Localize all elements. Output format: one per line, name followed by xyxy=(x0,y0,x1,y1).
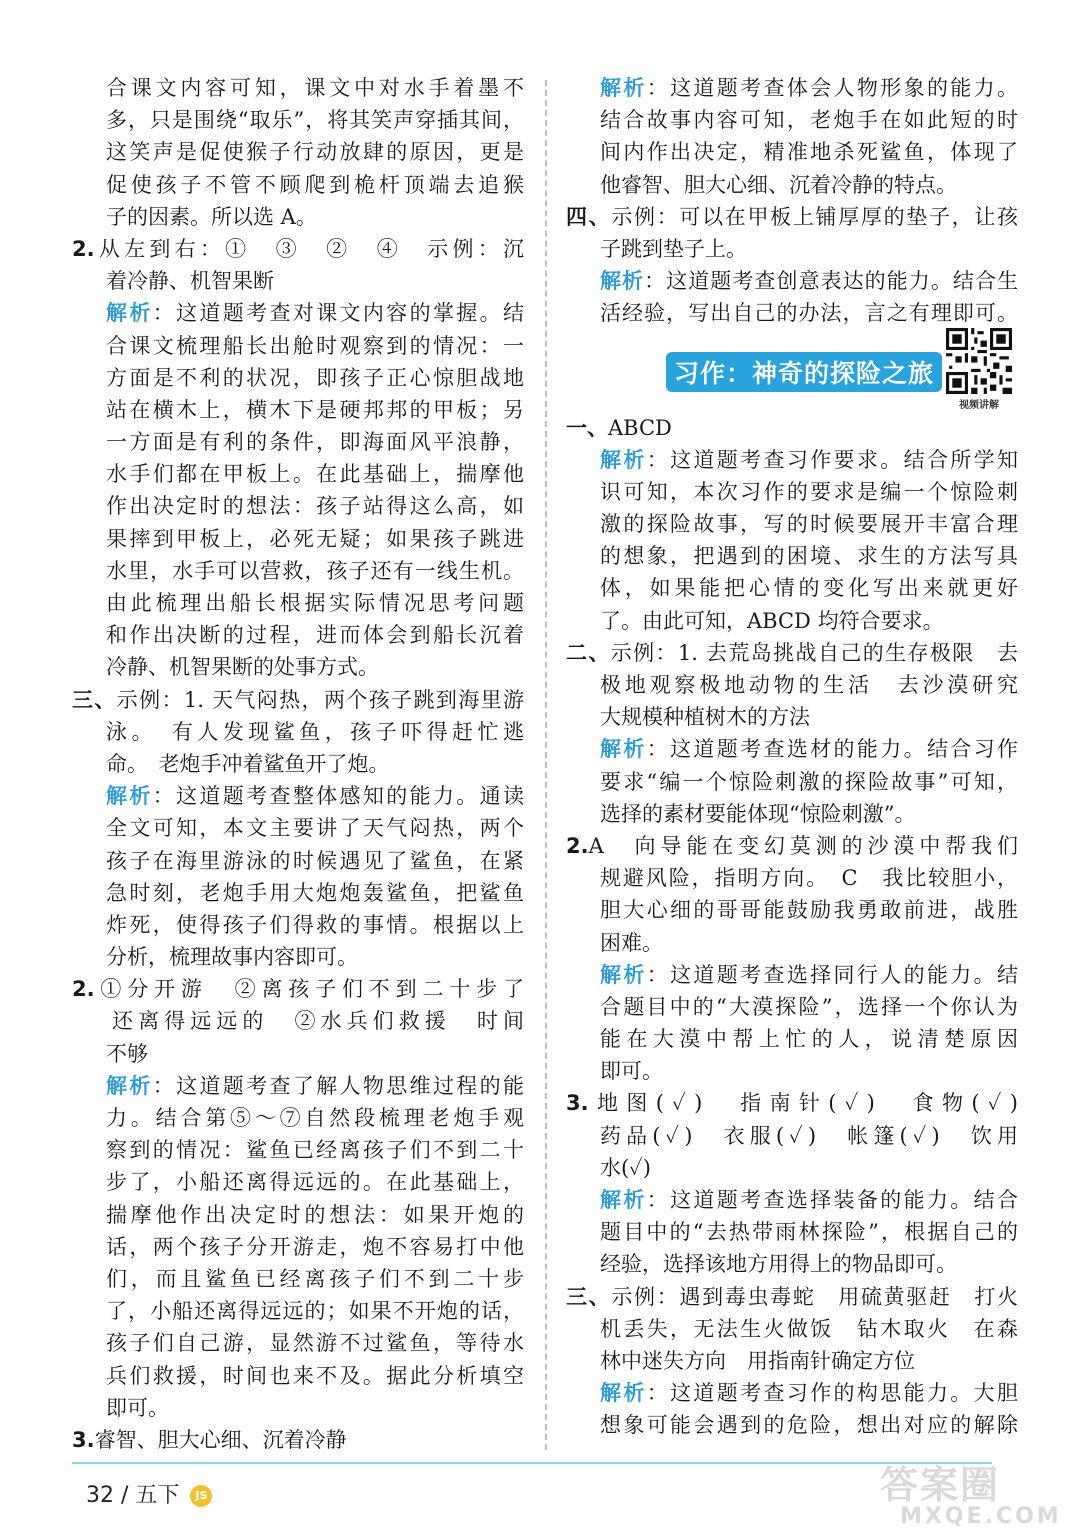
line-text: 水里，水手可以营救，孩子还有一线生机。 xyxy=(106,558,524,583)
text-line xyxy=(72,684,524,716)
line-text: 作出决定时的想法：孩子站得这么高，如 xyxy=(106,494,524,519)
line-text: ：这道题考查创意表达的能力。结合生 xyxy=(644,269,1018,294)
text-line xyxy=(566,1055,1018,1087)
text-line xyxy=(72,297,524,329)
line-text: 经验，选择该地方用得上的物品即可。 xyxy=(600,1252,957,1277)
text-line xyxy=(566,412,1018,444)
line-text: 急时刻，老炮手用大炮炮轰鲨鱼，把鲨鱼 xyxy=(106,880,524,905)
line-text: 孩子们自己游，显然游不过鲨鱼，等待水 xyxy=(106,1331,524,1356)
line-text: 合课文梳理船长出舱时观察到的情况：一 xyxy=(106,333,524,358)
line-text: 水手们都在甲板上。在此基础上，揣摩他 xyxy=(106,462,524,487)
footer-rule xyxy=(72,1462,992,1464)
line-text: 示例：遇到毒虫毒蛇 用硫黄驱赶 打火 xyxy=(611,1284,1018,1309)
line-text: 想象可能会遇到的危险，想出对应的解除 xyxy=(600,1413,1018,1438)
text-line xyxy=(72,1102,524,1134)
page-number xyxy=(86,1478,212,1509)
question-number: 3. xyxy=(566,1091,589,1116)
text-line xyxy=(72,169,524,201)
text-line xyxy=(566,927,1018,959)
analysis-label: 解析 xyxy=(106,784,153,809)
text-line xyxy=(72,909,524,941)
text-line xyxy=(72,1038,524,1070)
line-text: 水(✓) xyxy=(600,1155,651,1180)
line-text: 即可。 xyxy=(106,1395,169,1420)
text-line xyxy=(72,780,524,812)
text-line xyxy=(566,862,1018,894)
line-text: 体，如果能把心情的变化写出来就更好 xyxy=(600,576,1018,601)
text-line xyxy=(72,1295,524,1327)
line-text: ：这道题考查习作的构思能力。大胆 xyxy=(646,1381,1018,1406)
analysis-label: 解析 xyxy=(600,737,647,762)
line-text: 泳。 有人发现鲨鱼，孩子吓得赶忙逃 xyxy=(106,719,524,744)
analysis-label: 解析 xyxy=(600,447,647,472)
text-line xyxy=(566,297,1018,329)
question-number: 3. xyxy=(72,1427,95,1452)
line-text: 的想象，把遇到的困境、求生的方法写具 xyxy=(600,544,1018,569)
line-text: 揣摩他作出决定时的想法：如果开炮的 xyxy=(106,1202,524,1227)
section-number: 三、 xyxy=(566,1284,612,1309)
qr-caption: 视频讲解 xyxy=(959,399,999,411)
line-text: 极地观察极地动物的生活 去沙漠研究 xyxy=(600,673,1018,697)
line-text: ：这道题考查体会人物形象的能力。 xyxy=(646,76,1018,100)
line-text: 规避风险，指明方向。 C 我比较胆小， xyxy=(600,866,1018,891)
line-text: 能在大漠中帮上忙的人，说清楚原因 xyxy=(600,1027,1018,1052)
line-text: 分析，梳理故事内容即可。 xyxy=(106,945,358,970)
line-text: 促使孩子不管不顾爬到桅杆顶端去追猴 xyxy=(106,172,524,197)
column-divider xyxy=(545,80,547,1450)
line-text: ：这道题考查选材的能力。结合习作 xyxy=(646,737,1018,762)
text-line xyxy=(566,991,1018,1023)
line-text: 们，而且鲨鱼已经离孩子们不到二十步 xyxy=(106,1266,524,1291)
text-line xyxy=(566,959,1018,991)
text-line xyxy=(566,1345,1018,1377)
text-line xyxy=(72,716,524,748)
line-text: 察到的情况：鲨鱼已经离孩子们不到二十 xyxy=(106,1138,524,1163)
line-text: 即可。 xyxy=(600,1059,663,1084)
text-line xyxy=(72,748,524,780)
text-line xyxy=(566,669,1018,701)
text-line xyxy=(72,523,524,555)
line-text: 还离得远远的 ②水兵们救援 时间 xyxy=(112,1009,524,1034)
text-line xyxy=(566,766,1018,798)
watermark-line1: 答案圈 xyxy=(880,1463,1001,1507)
line-text: ①分开游 ②离孩子们不到二十步了 xyxy=(94,977,524,1002)
line-text: 了，小船还离得远远的；如果不开炮的话， xyxy=(106,1299,524,1324)
text-line xyxy=(72,1424,524,1456)
text-line xyxy=(72,72,524,104)
text-line xyxy=(72,1231,524,1263)
line-text: 激的探险故事，写的时候要展开丰富合理 xyxy=(600,512,1018,537)
line-text: 步了，小船还离得远远的。在此基础上， xyxy=(106,1170,524,1195)
line-text: 兵们救援，时间也来不及。据此分析填空 xyxy=(106,1363,524,1388)
text-line xyxy=(72,201,524,233)
text-line xyxy=(566,72,1018,104)
analysis-label: 解析 xyxy=(600,962,647,987)
line-text: ：这道题考查对课文内容的掌握。结 xyxy=(152,301,524,326)
text-line xyxy=(72,877,524,909)
line-text: ：这道题考查整体感知的能力。通读 xyxy=(152,784,524,809)
line-text: 命。 老炮手冲着鲨鱼开了炮。 xyxy=(106,751,390,776)
line-text: 示例：1. 去荒岛挑战自己的生存极限 去 xyxy=(610,640,1018,665)
line-text: 识可知，本次习作的要求是编一个惊险刺 xyxy=(600,479,1018,504)
line-text: 结合故事内容可知，老炮手在如此短的时 xyxy=(600,108,1018,133)
line-text: 冷静、机智果断的处事方式。 xyxy=(106,655,379,680)
line-text: 要求“编一个惊险刺激的探险故事”可知， xyxy=(600,769,1018,794)
text-line xyxy=(566,572,1018,604)
line-text: 睿智、胆大心细、沉着冷静 xyxy=(94,1427,347,1452)
page-number-text: 32 / 五下 xyxy=(86,1483,180,1508)
text-line xyxy=(72,1199,524,1231)
text-line xyxy=(72,1166,524,1198)
text-line xyxy=(72,587,524,619)
line-text: 力。结合第⑤～⑦自然段梳理老炮手观 xyxy=(106,1106,524,1130)
analysis-label: 解析 xyxy=(106,301,153,326)
text-line xyxy=(72,362,524,394)
text-line xyxy=(72,973,524,1005)
question-number: 2. xyxy=(72,236,95,261)
line-text: ：这道题考查选择同行人的能力。结 xyxy=(646,962,1018,987)
line-text: ：这道题考查选择装备的能力。结合 xyxy=(646,1188,1018,1212)
line-text: 孩子在海里游泳的时候遇见了鲨鱼，在紧 xyxy=(106,848,524,873)
text-line xyxy=(566,830,1018,862)
analysis-label: 解析 xyxy=(600,76,647,100)
line-text: 全文可知，本文主要讲了天气闷热，两个 xyxy=(106,816,524,841)
line-text: 林中迷失方向 用指南针确定方位 xyxy=(600,1348,915,1373)
line-text: 果摔到甲板上，必死无疑；如果孩子跳进 xyxy=(106,526,524,551)
line-text: 这笑声是促使猴子行动放肆的原因，更是 xyxy=(106,140,524,165)
text-line xyxy=(72,330,524,362)
text-line xyxy=(72,1134,524,1166)
section-heading: 习作：神奇的探险之旅 xyxy=(666,352,942,392)
section-number: 一、 xyxy=(566,415,608,440)
line-text: ：这道题考查习作要求。结合所学知 xyxy=(646,447,1018,472)
text-line xyxy=(566,136,1018,168)
text-line xyxy=(566,733,1018,765)
qr-code-icon[interactable] xyxy=(946,328,1012,394)
line-text: 机丢失，无法生火做饭 钻木取火 在森 xyxy=(600,1316,1018,1341)
section-heading-row xyxy=(566,330,1018,412)
question-number: 2. xyxy=(72,977,95,1002)
line-text: 炸死，使得孩子们得救的事情。根据以上 xyxy=(106,912,524,937)
line-text: 示例：1. 天气闷热，两个孩子跳到海里游 xyxy=(116,687,524,712)
line-text: 间内作出决定，精准地杀死鲨鱼，体现了 xyxy=(600,140,1018,165)
line-text: 了。由此可知，ABCD 均符合要求。 xyxy=(600,608,944,633)
line-text: 站在横木上，横木下是硬邦邦的甲板；另 xyxy=(106,397,524,422)
right-column-bottom xyxy=(566,412,1018,1442)
section-number: 二、 xyxy=(566,640,611,665)
text-line xyxy=(566,637,1018,669)
line-text: 示例：可以在甲板上铺厚厚的垫子，让孩 xyxy=(611,204,1018,229)
text-line xyxy=(566,1184,1018,1216)
text-line xyxy=(566,444,1018,476)
line-text: 合题目中的“大漠探险”，选择一个你认为 xyxy=(600,994,1018,1019)
text-line xyxy=(72,426,524,458)
text-line xyxy=(72,941,524,973)
line-text: 方面是不利的状况，即孩子正心惊胆战地 xyxy=(106,365,524,390)
js-badge-icon: JS xyxy=(190,1485,212,1507)
text-line xyxy=(566,201,1018,233)
text-line xyxy=(566,1023,1018,1055)
line-text: 话，两个孩子分开游走，炮不容易打中他 xyxy=(106,1234,524,1259)
text-line xyxy=(72,1263,524,1295)
line-text: 困难。 xyxy=(600,930,663,955)
analysis-label: 解析 xyxy=(600,269,645,294)
line-text: 选择的素材要能体现“惊险刺激”。 xyxy=(600,801,916,826)
text-line xyxy=(566,1281,1018,1313)
text-line xyxy=(566,104,1018,136)
text-line xyxy=(72,845,524,877)
line-text: ABCD xyxy=(608,415,672,440)
line-text: ：这道题考查了解人物思维过程的能 xyxy=(152,1073,524,1098)
line-text: 多，只是围绕“取乐”，将其笑声穿插其间， xyxy=(106,108,524,133)
text-line xyxy=(566,169,1018,201)
text-line xyxy=(72,1070,524,1102)
qr-code-block[interactable] xyxy=(944,328,1014,411)
text-line xyxy=(566,233,1018,265)
text-line xyxy=(566,1313,1018,1345)
text-line xyxy=(72,619,524,651)
analysis-label: 解析 xyxy=(106,1073,153,1098)
line-text: 大规模种植树木的方法 xyxy=(600,705,810,730)
text-line xyxy=(566,1120,1018,1152)
line-text: 子的因素。所以选 A。 xyxy=(106,204,317,229)
line-text: 和作出决断的过程，进而体会到船长沉着 xyxy=(106,623,524,648)
section-number: 三、 xyxy=(72,687,117,712)
line-text: 子跳到垫子上。 xyxy=(600,236,747,261)
text-line xyxy=(72,1360,524,1392)
analysis-label: 解析 xyxy=(600,1188,647,1212)
line-text: 一方面是有利的条件，即海面风平浪静， xyxy=(106,430,524,455)
text-line xyxy=(72,458,524,490)
watermark xyxy=(880,1465,1060,1535)
text-line xyxy=(72,651,524,683)
text-line xyxy=(566,701,1018,733)
line-text: 不够 xyxy=(106,1041,148,1066)
line-text: A 向导能在变幻莫测的沙漠中帮我们 xyxy=(588,833,1018,858)
text-line xyxy=(72,265,524,297)
text-line xyxy=(72,812,524,844)
text-line xyxy=(72,136,524,168)
line-text: 药品(✓) 衣服(✓) 帐篷(✓) 饮用 xyxy=(600,1123,1018,1148)
line-text: 题目中的“去热带雨林探险”，根据自己的 xyxy=(600,1220,1018,1245)
text-line xyxy=(566,798,1018,830)
line-text: 合课文内容可知，课文中对水手着墨不 xyxy=(106,76,524,100)
text-line xyxy=(72,1392,524,1424)
analysis-label: 解析 xyxy=(600,1381,647,1406)
text-line xyxy=(566,476,1018,508)
text-line xyxy=(566,1087,1018,1119)
line-text: 由此梳理出船长根据实际情况思考问题 xyxy=(106,591,524,615)
text-line xyxy=(72,490,524,522)
text-line xyxy=(72,1327,524,1359)
text-line xyxy=(566,1248,1018,1280)
line-text: 他睿智、胆大心细、沉着冷静的特点。 xyxy=(600,172,957,197)
right-column-top xyxy=(566,72,1018,330)
left-column xyxy=(72,72,524,1456)
line-text: 地图(✓) 指南针(✓) 食物(✓) xyxy=(588,1091,1018,1116)
text-line xyxy=(566,1409,1018,1441)
text-line xyxy=(72,555,524,587)
right-column xyxy=(566,72,1018,1442)
line-text: 从左到右：① ③ ② ④ 示例：沉 xyxy=(94,236,524,261)
watermark-line2: MXQE.COM xyxy=(900,1504,1062,1529)
text-line xyxy=(566,1152,1018,1184)
text-line xyxy=(566,605,1018,637)
text-line xyxy=(72,394,524,426)
line-text: 着冷静、机智果断 xyxy=(106,269,274,294)
text-line xyxy=(566,894,1018,926)
text-line xyxy=(566,540,1018,572)
question-number: 2. xyxy=(566,833,589,858)
text-line xyxy=(566,265,1018,297)
text-line xyxy=(72,1005,524,1037)
text-line xyxy=(566,1377,1018,1409)
section-number: 四、 xyxy=(566,204,612,229)
text-line xyxy=(566,1216,1018,1248)
line-text: 活经验，写出自己的办法，言之有理即可。 xyxy=(600,301,1018,326)
text-line xyxy=(72,233,524,265)
text-line xyxy=(72,104,524,136)
text-line xyxy=(566,508,1018,540)
line-text: 胆大心细的哥哥能鼓励我勇敢前进，战胜 xyxy=(600,898,1018,923)
